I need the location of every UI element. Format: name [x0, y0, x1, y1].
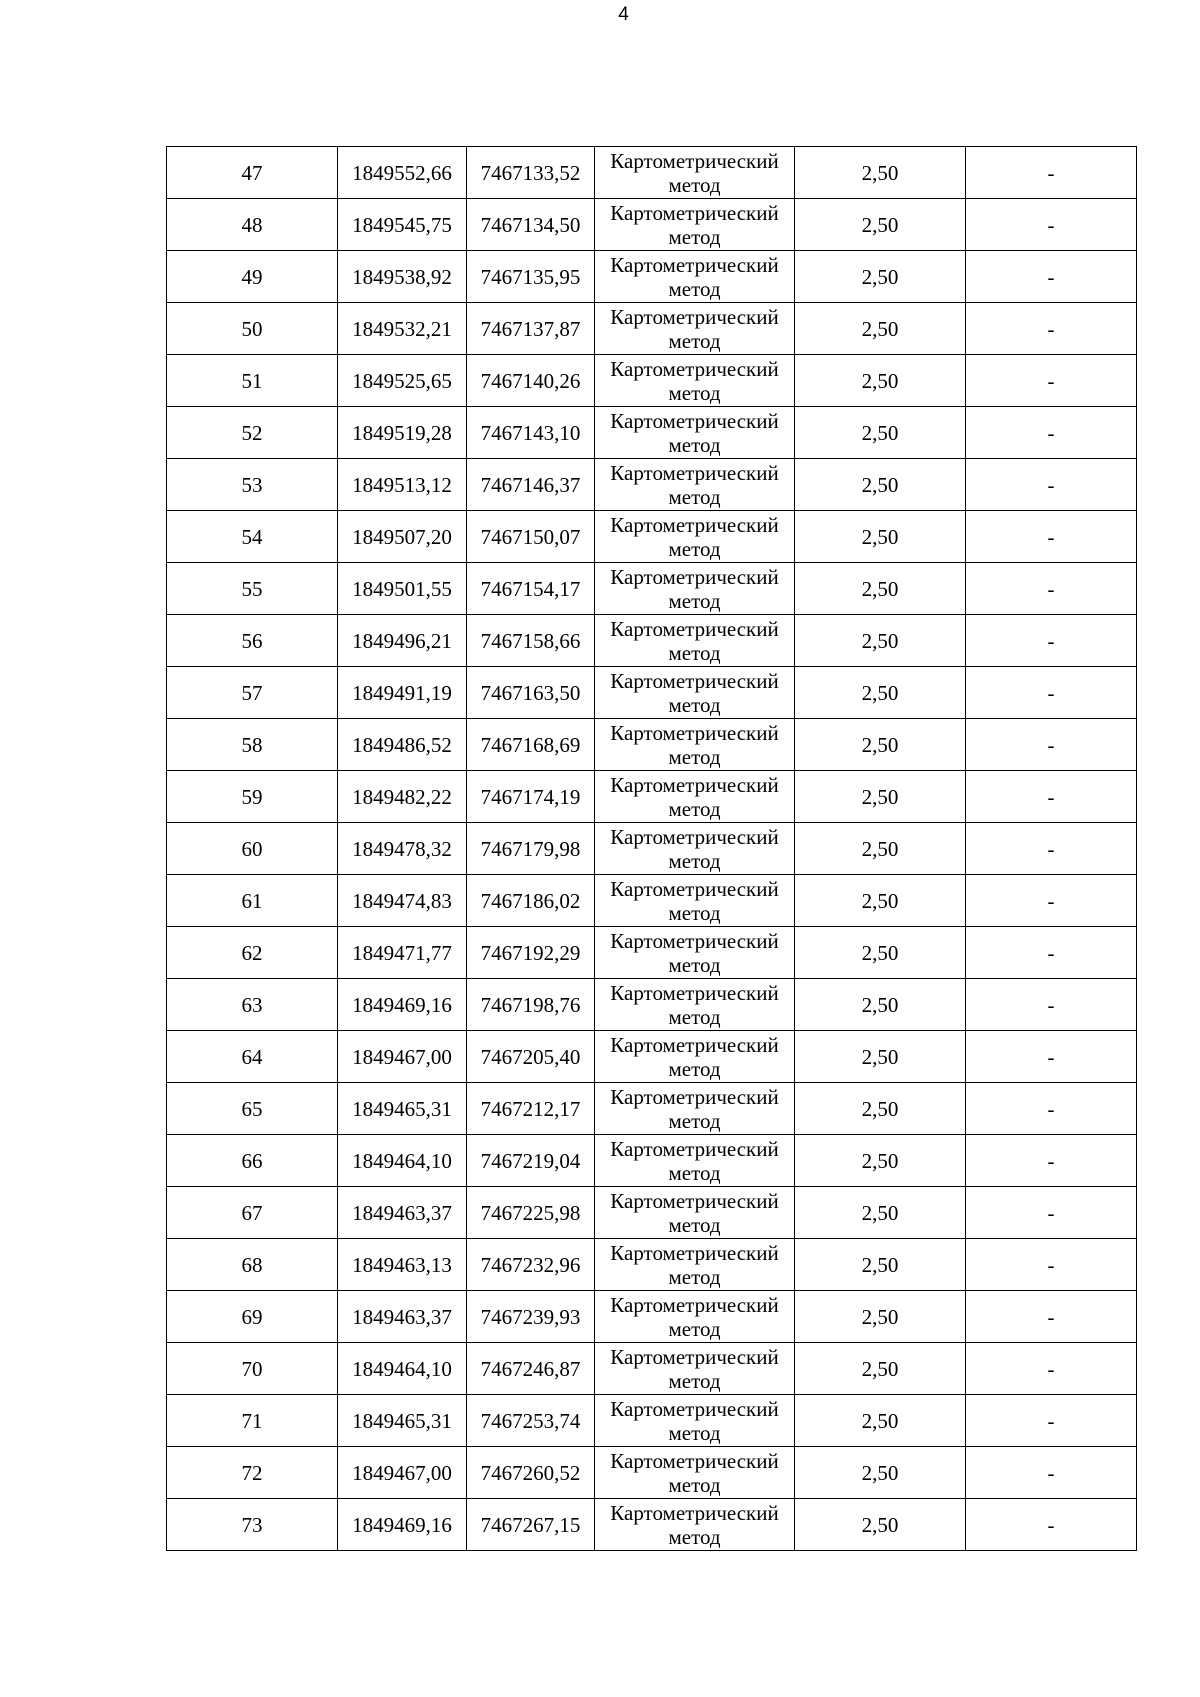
x-coordinate-cell: 1849463,13 [338, 1239, 467, 1291]
error-cell: 2,50 [795, 823, 966, 875]
method-cell [595, 771, 795, 823]
method-cell [595, 147, 795, 199]
error-cell: 2,50 [795, 563, 966, 615]
table-row [167, 823, 1137, 875]
x-coordinate-cell: 1849525,65 [338, 355, 467, 407]
method-line-1: Картометрический [610, 720, 779, 745]
x-coordinate-cell: 1849491,19 [338, 667, 467, 719]
method-cell [595, 459, 795, 511]
point-number-cell: 72 [167, 1447, 338, 1499]
table-row [167, 355, 1137, 407]
note-cell: - [966, 251, 1137, 303]
table-row [167, 1239, 1137, 1291]
point-number-cell: 59 [167, 771, 338, 823]
x-coordinate-cell: 1849463,37 [338, 1291, 467, 1343]
method-line-2: метод [668, 848, 721, 873]
x-coordinate-cell: 1849467,00 [338, 1447, 467, 1499]
point-number-cell: 70 [167, 1343, 338, 1395]
error-cell: 2,50 [795, 667, 966, 719]
table-row [167, 1447, 1137, 1499]
y-coordinate-cell: 7467179,98 [467, 823, 595, 875]
note-cell: - [966, 1135, 1137, 1187]
table-row [167, 147, 1137, 199]
x-coordinate-cell: 1849482,22 [338, 771, 467, 823]
note-cell: - [966, 563, 1137, 615]
x-coordinate-cell: 1849474,83 [338, 875, 467, 927]
x-coordinate-cell: 1849486,52 [338, 719, 467, 771]
note-cell: - [966, 1447, 1137, 1499]
method-line-2: метод [668, 1524, 721, 1549]
x-coordinate-cell: 1849469,16 [338, 979, 467, 1031]
method-cell [595, 927, 795, 979]
error-cell: 2,50 [795, 459, 966, 511]
table-row [167, 979, 1137, 1031]
method-line-2: метод [668, 692, 721, 717]
method-cell [595, 875, 795, 927]
x-coordinate-cell: 1849545,75 [338, 199, 467, 251]
y-coordinate-cell: 7467267,15 [467, 1499, 595, 1551]
method-line-2: метод [668, 640, 721, 665]
x-coordinate-cell: 1849471,77 [338, 927, 467, 979]
y-coordinate-cell: 7467134,50 [467, 199, 595, 251]
method-line-1: Картометрический [610, 772, 779, 797]
x-coordinate-cell: 1849464,10 [338, 1135, 467, 1187]
note-cell: - [966, 1291, 1137, 1343]
y-coordinate-cell: 7467135,95 [467, 251, 595, 303]
method-cell [595, 979, 795, 1031]
table-row [167, 771, 1137, 823]
error-cell: 2,50 [795, 303, 966, 355]
error-cell: 2,50 [795, 355, 966, 407]
x-coordinate-cell: 1849532,21 [338, 303, 467, 355]
method-line-2: метод [668, 276, 721, 301]
method-line-2: метод [668, 380, 721, 405]
x-coordinate-cell: 1849469,16 [338, 1499, 467, 1551]
x-coordinate-cell: 1849478,32 [338, 823, 467, 875]
error-cell: 2,50 [795, 979, 966, 1031]
y-coordinate-cell: 7467137,87 [467, 303, 595, 355]
error-cell: 2,50 [795, 875, 966, 927]
table-row [167, 875, 1137, 927]
point-number-cell: 64 [167, 1031, 338, 1083]
y-coordinate-cell: 7467168,69 [467, 719, 595, 771]
error-cell: 2,50 [795, 1447, 966, 1499]
note-cell: - [966, 303, 1137, 355]
y-coordinate-cell: 7467133,52 [467, 147, 595, 199]
point-number-cell: 62 [167, 927, 338, 979]
table-row [167, 303, 1137, 355]
x-coordinate-cell: 1849519,28 [338, 407, 467, 459]
method-line-2: метод [668, 432, 721, 457]
method-line-2: метод [668, 484, 721, 509]
method-cell [595, 615, 795, 667]
method-line-2: метод [668, 224, 721, 249]
error-cell: 2,50 [795, 1031, 966, 1083]
method-line-2: метод [668, 1316, 721, 1341]
y-coordinate-cell: 7467232,96 [467, 1239, 595, 1291]
table-row [167, 1499, 1137, 1551]
note-cell: - [966, 771, 1137, 823]
method-line-1: Картометрический [610, 460, 779, 485]
y-coordinate-cell: 7467239,93 [467, 1291, 595, 1343]
method-line-2: метод [668, 1004, 721, 1029]
method-line-1: Картометрический [610, 668, 779, 693]
note-cell: - [966, 1499, 1137, 1551]
method-line-2: метод [668, 1108, 721, 1133]
point-number-cell: 58 [167, 719, 338, 771]
y-coordinate-cell: 7467174,19 [467, 771, 595, 823]
method-cell [595, 1083, 795, 1135]
error-cell: 2,50 [795, 199, 966, 251]
method-cell [595, 407, 795, 459]
method-cell [595, 303, 795, 355]
x-coordinate-cell: 1849496,21 [338, 615, 467, 667]
method-line-2: метод [668, 1264, 721, 1289]
note-cell: - [966, 1343, 1137, 1395]
method-cell [595, 563, 795, 615]
method-cell [595, 355, 795, 407]
table-row [167, 511, 1137, 563]
point-number-cell: 50 [167, 303, 338, 355]
y-coordinate-cell: 7467212,17 [467, 1083, 595, 1135]
method-cell [595, 1187, 795, 1239]
y-coordinate-cell: 7467158,66 [467, 615, 595, 667]
point-number-cell: 56 [167, 615, 338, 667]
note-cell: - [966, 1395, 1137, 1447]
error-cell: 2,50 [795, 615, 966, 667]
method-line-2: метод [668, 536, 721, 561]
x-coordinate-cell: 1849501,55 [338, 563, 467, 615]
x-coordinate-cell: 1849513,12 [338, 459, 467, 511]
method-line-1: Картометрический [610, 252, 779, 277]
method-line-1: Картометрический [610, 1136, 779, 1161]
method-line-1: Картометрический [610, 1032, 779, 1057]
error-cell: 2,50 [795, 719, 966, 771]
error-cell: 2,50 [795, 147, 966, 199]
x-coordinate-cell: 1849552,66 [338, 147, 467, 199]
table-row [167, 1395, 1137, 1447]
note-cell: - [966, 1031, 1137, 1083]
method-line-2: метод [668, 1472, 721, 1497]
table-row [167, 199, 1137, 251]
table-row [167, 1187, 1137, 1239]
note-cell: - [966, 1083, 1137, 1135]
error-cell: 2,50 [795, 407, 966, 459]
note-cell: - [966, 199, 1137, 251]
y-coordinate-cell: 7467225,98 [467, 1187, 595, 1239]
table-row [167, 1135, 1137, 1187]
method-line-1: Картометрический [610, 876, 779, 901]
error-cell: 2,50 [795, 771, 966, 823]
table-row [167, 1291, 1137, 1343]
note-cell: - [966, 147, 1137, 199]
method-line-2: метод [668, 900, 721, 925]
method-line-2: метод [668, 952, 721, 977]
method-cell [595, 1135, 795, 1187]
method-line-1: Картометрический [610, 1500, 779, 1525]
coordinates-table [166, 146, 1137, 1551]
method-line-2: метод [668, 1160, 721, 1185]
method-line-2: метод [668, 796, 721, 821]
y-coordinate-cell: 7467253,74 [467, 1395, 595, 1447]
table-row [167, 251, 1137, 303]
method-line-1: Картометрический [610, 1188, 779, 1213]
table-row [167, 667, 1137, 719]
error-cell: 2,50 [795, 1291, 966, 1343]
method-line-2: метод [668, 588, 721, 613]
y-coordinate-cell: 7467143,10 [467, 407, 595, 459]
method-cell [595, 823, 795, 875]
point-number-cell: 57 [167, 667, 338, 719]
method-line-1: Картометрический [610, 980, 779, 1005]
method-cell [595, 1291, 795, 1343]
point-number-cell: 55 [167, 563, 338, 615]
table-row [167, 1083, 1137, 1135]
note-cell: - [966, 1239, 1137, 1291]
point-number-cell: 73 [167, 1499, 338, 1551]
note-cell: - [966, 355, 1137, 407]
method-line-1: Картометрический [610, 1448, 779, 1473]
y-coordinate-cell: 7467260,52 [467, 1447, 595, 1499]
x-coordinate-cell: 1849464,10 [338, 1343, 467, 1395]
method-cell [595, 667, 795, 719]
table-row [167, 1343, 1137, 1395]
note-cell: - [966, 615, 1137, 667]
x-coordinate-cell: 1849465,31 [338, 1083, 467, 1135]
error-cell: 2,50 [795, 1239, 966, 1291]
method-line-1: Картометрический [610, 200, 779, 225]
point-number-cell: 65 [167, 1083, 338, 1135]
point-number-cell: 60 [167, 823, 338, 875]
point-number-cell: 47 [167, 147, 338, 199]
method-cell [595, 1031, 795, 1083]
method-cell [595, 1499, 795, 1551]
x-coordinate-cell: 1849463,37 [338, 1187, 467, 1239]
method-line-2: метод [668, 1368, 721, 1393]
method-line-1: Картометрический [610, 1292, 779, 1317]
point-number-cell: 68 [167, 1239, 338, 1291]
x-coordinate-cell: 1849465,31 [338, 1395, 467, 1447]
point-number-cell: 54 [167, 511, 338, 563]
method-cell [595, 1239, 795, 1291]
note-cell: - [966, 667, 1137, 719]
method-line-1: Картометрический [610, 616, 779, 641]
error-cell: 2,50 [795, 1135, 966, 1187]
y-coordinate-cell: 7467246,87 [467, 1343, 595, 1395]
method-cell [595, 1395, 795, 1447]
method-line-1: Картометрический [610, 1240, 779, 1265]
x-coordinate-cell: 1849507,20 [338, 511, 467, 563]
note-cell: - [966, 875, 1137, 927]
point-number-cell: 61 [167, 875, 338, 927]
note-cell: - [966, 823, 1137, 875]
point-number-cell: 51 [167, 355, 338, 407]
point-number-cell: 49 [167, 251, 338, 303]
note-cell: - [966, 719, 1137, 771]
table-row [167, 927, 1137, 979]
method-line-2: метод [668, 328, 721, 353]
method-cell [595, 199, 795, 251]
table-row [167, 563, 1137, 615]
method-cell [595, 719, 795, 771]
method-line-1: Картометрический [610, 408, 779, 433]
y-coordinate-cell: 7467198,76 [467, 979, 595, 1031]
method-line-1: Картометрический [610, 1396, 779, 1421]
point-number-cell: 52 [167, 407, 338, 459]
y-coordinate-cell: 7467150,07 [467, 511, 595, 563]
method-line-1: Картометрический [610, 1344, 779, 1369]
y-coordinate-cell: 7467140,26 [467, 355, 595, 407]
table-row [167, 1031, 1137, 1083]
method-line-1: Картометрический [610, 824, 779, 849]
error-cell: 2,50 [795, 1083, 966, 1135]
error-cell: 2,50 [795, 927, 966, 979]
point-number-cell: 67 [167, 1187, 338, 1239]
point-number-cell: 66 [167, 1135, 338, 1187]
table-row [167, 407, 1137, 459]
table-body [167, 147, 1137, 1551]
point-number-cell: 53 [167, 459, 338, 511]
method-cell [595, 1447, 795, 1499]
note-cell: - [966, 1187, 1137, 1239]
method-cell [595, 251, 795, 303]
point-number-cell: 48 [167, 199, 338, 251]
table-row [167, 719, 1137, 771]
error-cell: 2,50 [795, 1395, 966, 1447]
note-cell: - [966, 459, 1137, 511]
note-cell: - [966, 927, 1137, 979]
method-line-1: Картометрический [610, 564, 779, 589]
method-line-1: Картометрический [610, 1084, 779, 1109]
point-number-cell: 69 [167, 1291, 338, 1343]
table-row [167, 459, 1137, 511]
method-cell [595, 511, 795, 563]
method-line-2: метод [668, 1212, 721, 1237]
y-coordinate-cell: 7467154,17 [467, 563, 595, 615]
method-line-1: Картометрический [610, 928, 779, 953]
method-line-2: метод [668, 172, 721, 197]
point-number-cell: 71 [167, 1395, 338, 1447]
error-cell: 2,50 [795, 1343, 966, 1395]
error-cell: 2,50 [795, 511, 966, 563]
error-cell: 2,50 [795, 251, 966, 303]
table-row [167, 615, 1137, 667]
note-cell: - [966, 979, 1137, 1031]
y-coordinate-cell: 7467146,37 [467, 459, 595, 511]
method-line-1: Картометрический [610, 512, 779, 537]
method-line-2: метод [668, 744, 721, 769]
y-coordinate-cell: 7467192,29 [467, 927, 595, 979]
x-coordinate-cell: 1849538,92 [338, 251, 467, 303]
note-cell: - [966, 407, 1137, 459]
y-coordinate-cell: 7467163,50 [467, 667, 595, 719]
method-line-2: метод [668, 1420, 721, 1445]
error-cell: 2,50 [795, 1499, 966, 1551]
point-number-cell: 63 [167, 979, 338, 1031]
method-line-2: метод [668, 1056, 721, 1081]
x-coordinate-cell: 1849467,00 [338, 1031, 467, 1083]
method-line-1: Картометрический [610, 304, 779, 329]
y-coordinate-cell: 7467186,02 [467, 875, 595, 927]
method-cell [595, 1343, 795, 1395]
y-coordinate-cell: 7467219,04 [467, 1135, 595, 1187]
error-cell: 2,50 [795, 1187, 966, 1239]
note-cell: - [966, 511, 1137, 563]
method-line-1: Картометрический [610, 356, 779, 381]
page-number: 4 [618, 4, 629, 25]
y-coordinate-cell: 7467205,40 [467, 1031, 595, 1083]
method-line-1: Картометрический [610, 148, 779, 173]
